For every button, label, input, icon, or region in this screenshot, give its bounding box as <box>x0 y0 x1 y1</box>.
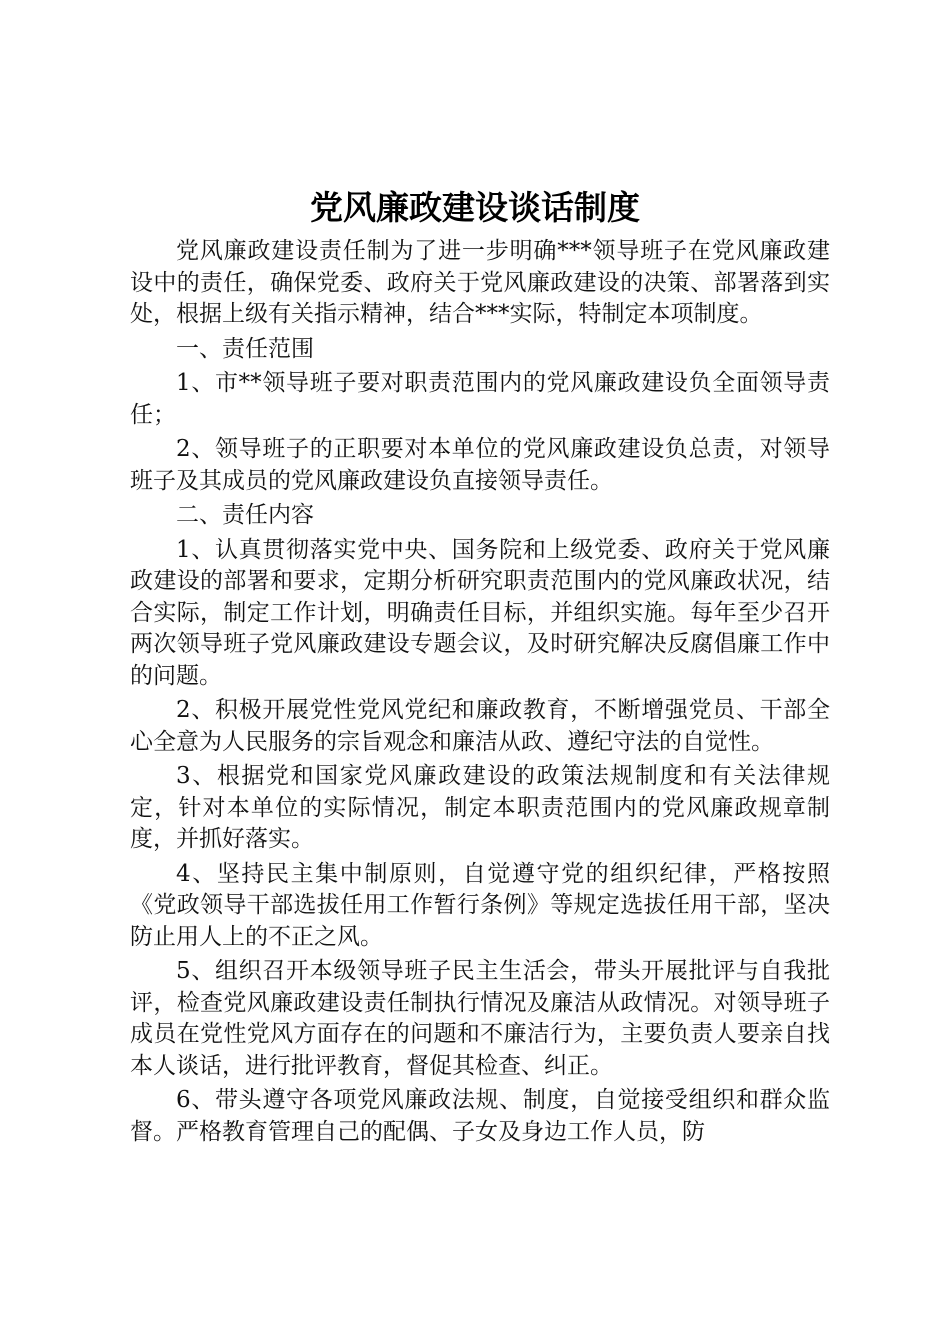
content-item-2: 2、积极开展党性党风党纪和廉政教育，不断增强党员、干部全心全意为人民服务的宗旨观念和廉洁从政、遵纪守法的自觉性。 <box>130 697 830 755</box>
scope-item-2: 2、领导班子的正职要对本单位的党风廉政建设负总责，对领导班子及其成员的党风廉政建设负直接领导责任。 <box>130 436 830 494</box>
content-item-4: 4、坚持民主集中制原则，自觉遵守党的组织纪律，严格按照《党政领导干部选拔任用工作暂行条例》等规定选拔任用干部，坚决防止用人上的不正之风。 <box>130 860 830 950</box>
section-heading-content: 二、责任内容 <box>176 502 314 528</box>
content-item-3: 3、根据党和国家党风廉政建设的政策法规制度和有关法律规定，针对本单位的实际情况，制定本职责范围内的党风廉政规章制度，并抓好落实。 <box>130 763 830 852</box>
document-body <box>130 236 830 1151</box>
content-item-5: 5、组织召开本级领导班子民主生活会，带头开展批评与自我批评，检查党风廉政建设责任制执行情况及廉洁从政情况。对领导班子成员在党性党风方面存在的问题和不廉洁行为，主要负责人要亲自找本人谈话，进行批评教育，督促其检查、纠正。 <box>130 958 830 1079</box>
content-item-1: 1、认真贯彻落实党中央、国务院和上级党委、政府关于党风廉政建设的部署和要求，定期分析研究职责范围内的党风廉政状况，结合实际，制定工作计划，明确责任目标，并组织实施。每年至少召开两次领导班子党风廉政建设专题会议，及时研究解决反腐倡廉工作中的问题。 <box>130 536 830 689</box>
content-item-6: 6、带头遵守各项党风廉政法规、制度，自觉接受组织和群众监督。严格教育管理自己的配偶、子女及身边工作人员，防 <box>130 1087 830 1145</box>
section-heading-scope: 一、责任范围 <box>176 335 314 362</box>
scope-item-1: 1、市**领导班子要对职责范围内的党风廉政建设负全面领导责任； <box>130 370 830 428</box>
document-title: 党风廉政建设谈话制度 <box>310 188 640 227</box>
intro-paragraph: 党风廉政建设责任制为了进一步明确***领导班子在党风廉政建设中的责任，确保党委、政府关于党风廉政建设的决策、部署落到实处，根据上级有关指示精神，结合***实际，特制定本项制度。 <box>130 238 830 327</box>
